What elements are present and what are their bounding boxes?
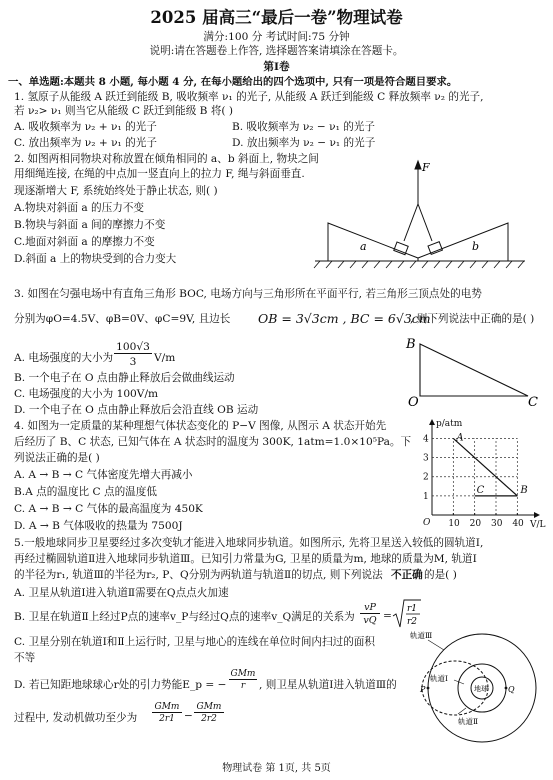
q1-stem-line2: 若 ν₂> ν₁ 则当它从能级 C 跃迁到能级 B 将( ) — [14, 105, 234, 117]
q2-stem-line1: 2. 如图两相同物块对称放置在倾角相同的 a、b 斜面上, 物块之间 — [14, 153, 319, 165]
q2-option-c: C.地面对斜面 a 的摩擦力不变 — [14, 236, 155, 248]
pv-point-C: C — [476, 484, 485, 496]
q1-option-b: B. 吸收频率为 ν₂ − ν₁ 的光子 — [232, 121, 375, 133]
q5-work-den1: 2r1 — [159, 714, 175, 724]
q5-label-P: P — [420, 685, 426, 694]
q4-option-a: A. A → B → C 气体密度先增大再减小 — [14, 469, 193, 481]
pv-ytick-label: 1 — [423, 491, 429, 502]
pv-point-B: B — [520, 484, 528, 496]
q5-work-minus: − — [184, 710, 193, 722]
volume-heading: 第Ⅰ卷 — [263, 61, 290, 73]
q4-option-c: C. A → B → C 气体的最高温度为 450K — [14, 503, 203, 515]
q5-label-orbit3: 轨道Ⅲ — [410, 631, 433, 640]
q3-option-d: D. 一个电子在 O 点由静止释放后会沿直线 OB 运动 — [14, 404, 259, 416]
page-footer: 物理试卷 第 1页, 共 5页 — [222, 763, 331, 774]
q3-option-a-numerator: 100√3 — [114, 341, 152, 354]
q2-label-F: F — [422, 161, 430, 174]
q5-label-orbit1: 轨道Ⅰ — [430, 674, 448, 683]
q3-option-b: B. 一个电子在 O 点由静止释放后会做曲线运动 — [14, 372, 235, 384]
page-title: 2025 届高三“最后一卷”物理试卷 — [150, 8, 403, 27]
q5-option-b-sqrt-den: r2 — [407, 617, 418, 627]
pv-ytick-label: 2 — [423, 472, 429, 483]
q2-incline-figure — [300, 158, 540, 276]
q5-option-b-frac-num: vP — [360, 602, 380, 614]
q3-option-a-prefix: A. 电场强度的大小为 — [14, 352, 114, 364]
q4-option-b: B.A 点的温度比 C 点的温度低 — [14, 486, 157, 498]
pv-ytick-label: 3 — [423, 453, 429, 464]
q3-option-a-unit: V/m — [154, 352, 176, 364]
q2-label-a: a — [360, 240, 367, 253]
pv-origin-label: O — [423, 518, 431, 528]
q5-work-num1: GMm — [152, 702, 182, 713]
q5-option-d-den: r — [240, 681, 246, 691]
q4-stem-line2: 后经历了 B、C 状态, 已知气体在 A 状态时的温度为 300K, 1atm=1.0×10⁵Pa。下 — [14, 436, 412, 448]
q1-stem-line1: 1. 氢原子从能级 A 跃迁到能级 B, 吸收频率 ν₁ 的光子, 从能级 A 跃迁到能级 C 释放频率 ν₂ 的光子, — [14, 91, 484, 103]
q4-stem-line1: 4. 如图为一定质量的某种理想气体状态变化的 P−V 图像, 从图示 A 状态开始先 — [14, 420, 387, 432]
pv-ytick-label: 4 — [423, 434, 429, 445]
q4-option-d: D. A → B 气体吸收的热量为 7500J — [14, 520, 183, 532]
q2-stem-line3: 现逐渐增大 F, 系统始终处于静止状态, 则( ) — [14, 185, 218, 197]
q5-option-a: A. 卫星从轨道Ⅰ进入轨道Ⅱ需要在Q点点火加速 — [14, 587, 229, 599]
q3-label-C: C — [528, 395, 538, 408]
q5-option-d-line2-prefix: 过程中, 发动机做功至少为 — [14, 712, 138, 724]
q4-pv-chart — [418, 415, 548, 533]
q5-option-c-line1: C. 卫星分别在轨道Ⅰ和Ⅱ上运行时, 卫星与地心的连线在单位时间内扫过的面积 — [14, 636, 375, 648]
q3-stem-line2a: 分别为φO=4.5V、φB=0V、φC=9V, 且边长 — [14, 313, 231, 325]
q5-option-b-prefix: B. 卫星在轨道Ⅱ上经过P点的速率v_P与经过Q点的速率v_Q满足的关系为 — [14, 611, 355, 623]
pv-point-A: A — [456, 432, 464, 444]
q1-option-c: C. 放出频率为 ν₂ + ν₁ 的光子 — [14, 137, 157, 149]
q2-label-b: b — [472, 240, 480, 253]
q5-option-d-suffix: , 则卫星从轨道Ⅰ进入轨道Ⅲ的 — [259, 679, 397, 691]
q5-option-b-frac-den: vQ — [363, 615, 377, 626]
q2-option-a: A.物块对斜面 a 的压力不变 — [14, 202, 145, 214]
q3-stem-line2c: , 则下列说法中正确的是( ) — [410, 313, 535, 325]
q5-option-d-prefix: D. 若已知距地球球心r处的引力势能E_p = − — [14, 679, 227, 691]
q1-option-a: A. 吸收频率为 ν₂ + ν₁ 的光子 — [14, 121, 157, 133]
q5-label-orbit2: 轨道Ⅱ — [458, 717, 479, 726]
q3-triangle-figure — [400, 330, 540, 408]
q5-stem-line1: 5.一般地球同步卫星要经过多次变轨才能进入地球同步轨道。如图所示, 先将卫星送入较低的圆轨道Ⅰ, — [14, 537, 484, 549]
q5-option-c-line2: 不等 — [14, 652, 36, 664]
q5-option-b-sqrt-num: r1 — [407, 604, 418, 614]
q2-stem-line2: 用细绳连接, 在绳的中点加一竖直向上的拉力 F, 绳与斜面垂直. — [14, 168, 305, 180]
pv-xlabel: V/L — [530, 520, 546, 530]
section-heading: 一、单选题:本题共 8 小题, 每小题 4 分, 在每小题给出的四个选项中, 只有一项是符合题目要求。 — [8, 76, 458, 88]
q3-option-c: C. 电场强度的大小为 100V/m — [14, 388, 159, 400]
q3-label-O: O — [408, 395, 419, 408]
pv-xtick-label: 20 — [469, 519, 482, 529]
q5-label-earth: 地球 — [474, 685, 488, 693]
q3-side-lengths: OB = 3√3cm , BC = 6√3cm — [258, 311, 431, 326]
q4-stem-line3: 列说法正确的是( ) — [14, 452, 100, 464]
q5-orbit-figure — [406, 628, 548, 746]
q2-option-d: D.斜面 a 上的物块受到的合力变大 — [14, 253, 177, 265]
q1-option-d: D. 放出频率为 ν₂ − ν₁ 的光子 — [232, 137, 376, 149]
q5-work-den2: 2r2 — [201, 714, 217, 724]
q3-label-B: B — [406, 337, 416, 352]
pv-ylabel: p/atm — [436, 419, 463, 429]
q5-option-d-num: GMm — [230, 669, 256, 679]
q5-stem-line2: 再经过椭圆轨道Ⅱ进入地球同步轨道Ⅲ。已知引力常量为G, 卫星的质量为m, 地球的质量为M, 轨道Ⅰ — [14, 553, 477, 565]
q3-option-a-denominator: 3 — [129, 356, 137, 368]
exam-note: 说明:请在答题卷上作答, 选择题答案请填涂在答题卡。 — [149, 45, 404, 57]
pv-xtick-label: 40 — [512, 519, 524, 529]
q2-option-b: B.物块与斜面 a 间的摩擦力不变 — [14, 219, 166, 231]
q5-option-b-equals: = — [383, 610, 392, 622]
pv-xtick-label: 30 — [491, 519, 503, 529]
q5-stem-emphasis: 不正确 — [391, 569, 423, 581]
q3-stem-line1: 3. 如图在匀强电场中有直角三角形 BOC, 电场方向与三角形所在平面平行, 若三角形三顶点处的电势 — [14, 288, 482, 300]
pv-segment-AB — [453, 438, 517, 495]
q5-label-Q: Q — [508, 685, 515, 694]
exam-meta: 满分:100 分 考试时间:75 分钟 — [203, 31, 350, 43]
pv-xtick-label: 10 — [448, 519, 460, 529]
q5-option-b-sqrt — [392, 598, 422, 630]
q5-stem-line3a: 的半径为r₁, 轨道Ⅲ的半径为r₂, P、Q分别为两轨道与轨道Ⅱ的切点, 则下列说法 — [14, 569, 383, 581]
q5-stem-line3c: 的是( ) — [424, 569, 457, 581]
q5-work-num2: GMm — [194, 702, 224, 713]
